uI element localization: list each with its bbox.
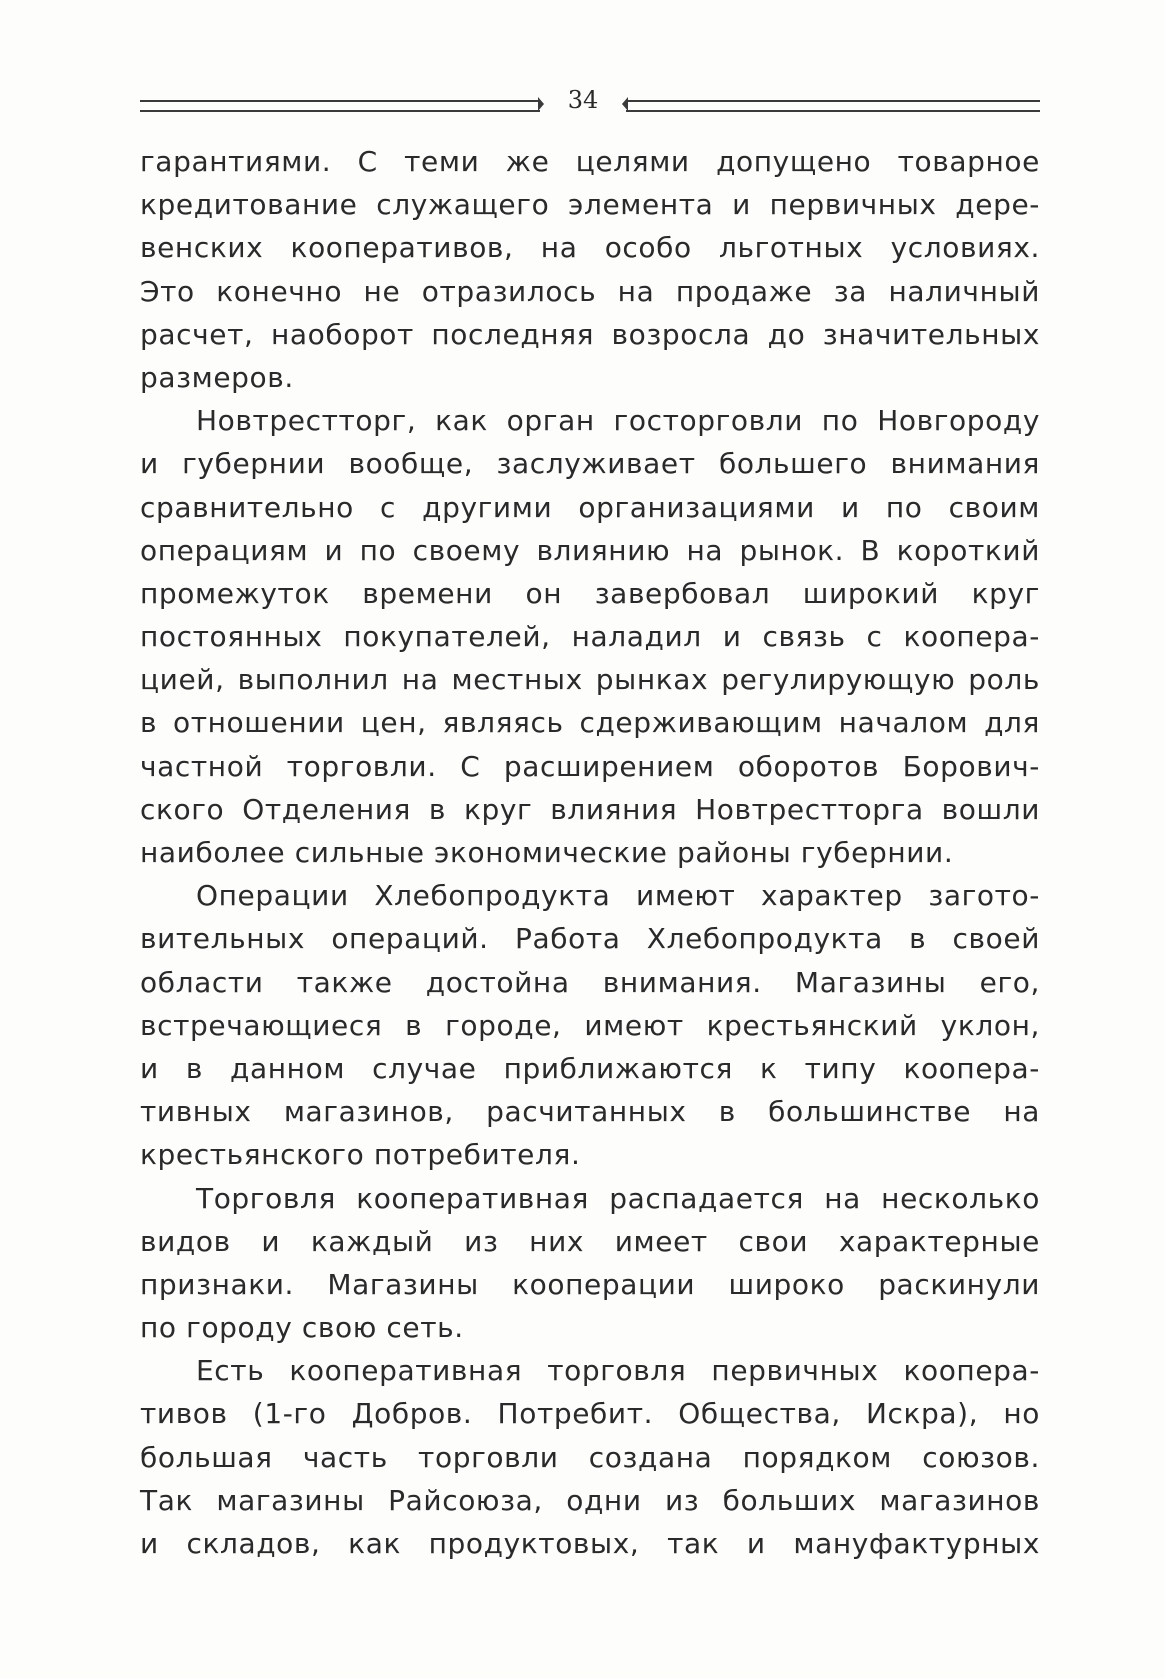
text-line: расчет, наоборот последняя возросла до значительных [140, 317, 1040, 351]
text-line: встречающиеся в городе, имеют крестьянский уклон, [140, 1008, 1040, 1042]
text-line: промежуток времени он завербовал широкий круг [140, 576, 1040, 610]
text-line: частной торговли. С расширением оборотов Борович- [140, 749, 1040, 783]
text-line: гарантиями. С теми же целями допущено товарное [140, 145, 1040, 178]
header-rule-right [626, 100, 1040, 112]
text-line: ского Отделения в круг влияния Новтрестторга вошли [140, 792, 1040, 826]
text-line: большая часть торговли создана порядком союзов. [140, 1440, 1040, 1474]
text-line: вительных операций. Работа Хлебопродукта в своей [140, 922, 1040, 956]
text-line: Есть кооперативная торговля первичных коопера- [196, 1354, 1040, 1388]
text-line: размеров. [140, 360, 294, 394]
text-line: Это конечно не отразилось на продаже за наличный [140, 274, 1040, 308]
text-line: тивов (1-го Добров. Потребит. Общества, Искра), но [140, 1397, 1040, 1431]
text-line: сравнительно с другими организациями и по своим [140, 490, 1040, 524]
text-line: и губернии вообще, заслуживает большего внимания [140, 447, 1040, 481]
text-line: крестьянского потребителя. [140, 1138, 581, 1172]
page-number: 34 [567, 86, 599, 114]
text-line: Новтрестторг, как орган госторговли по Новгороду [196, 404, 1040, 438]
text-line: операциям и по своему влиянию на рынок. В короткий [140, 533, 1040, 567]
text-line: и складов, как продуктовых, так и мануфактурных [140, 1527, 1040, 1560]
text-line: постоянных покупателей, наладил и связь с коопера- [140, 620, 1040, 654]
text-line: по городу свою сеть. [140, 1311, 464, 1345]
text-line: Операции Хлебопродукта имеют характер загото- [196, 879, 1040, 913]
text-line: признаки. Магазины кооперации широко раскинули [140, 1267, 1040, 1301]
text-line: видов и каждый из них имеет свои характерные [140, 1224, 1040, 1258]
header-rule-left [140, 100, 540, 112]
text-line: области также достойна внимания. Магазины его, [140, 965, 1040, 999]
body-text [140, 140, 1040, 1565]
text-line: кредитование служащего элемента и первичных дере- [140, 188, 1040, 222]
page-header [140, 82, 1040, 122]
text-line: венских кооперативов, на особо льготных условиях. [140, 231, 1040, 265]
text-line: Так магазины Райсоюза, одни из больших магазинов [140, 1483, 1040, 1517]
text-line: тивных магазинов, расчитанных в большинстве на [140, 1095, 1040, 1129]
text-line: и в данном случае приближаются к типу коопера- [140, 1051, 1040, 1085]
text-line: Торговля кооперативная распадается на несколько [196, 1181, 1040, 1215]
text-line: в отношении цен, являясь сдерживающим началом для [140, 706, 1040, 740]
text-line: наиболее сильные экономические районы губернии. [140, 836, 954, 869]
text-line: цией, выполнил на местных рынках регулирующую роль [140, 663, 1040, 697]
